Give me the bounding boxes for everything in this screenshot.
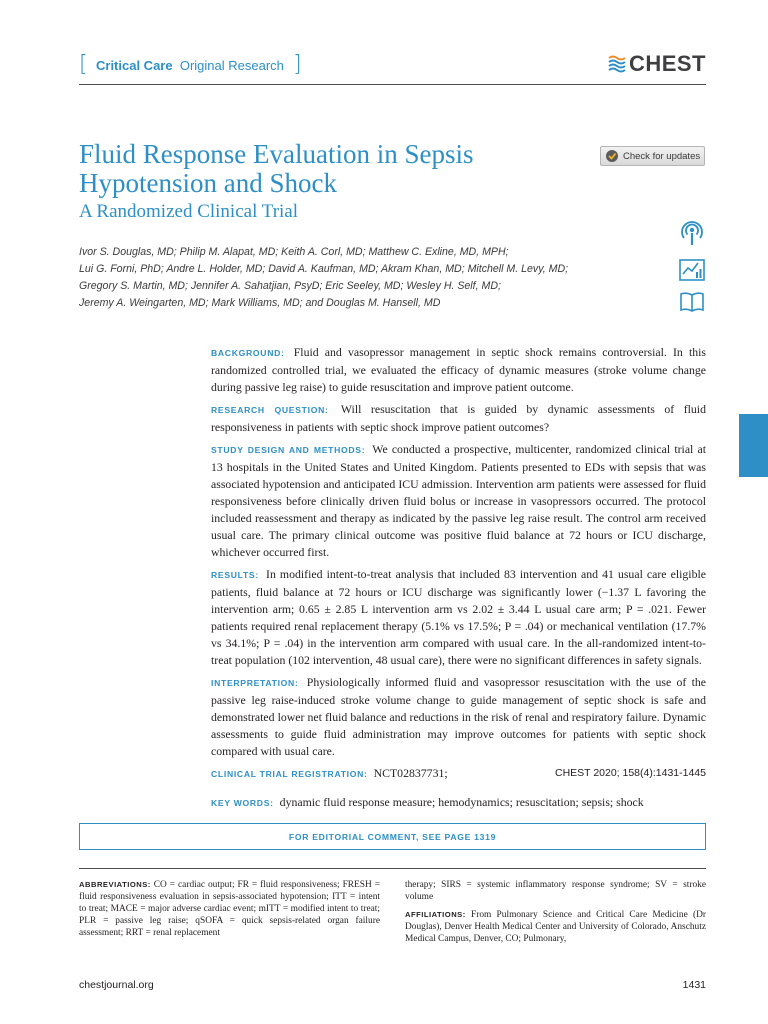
article-subtitle: A Randomized Clinical Trial xyxy=(79,201,299,222)
abstract-interpretation: INTERPRETATION: Physiologically informed fluid and vasopressor resuscitation with the use of the passive leg raise-induced stroke volume change to guide management of septic shock is safe and demonstrated lower net fluid balance and reductions in the risk of renal and respiratory failure. Dynamic assessments to guide fluid administration may improve outcomes for patients with septic shock compared with usual care. xyxy=(211,675,706,758)
abbreviations-continued: therapy; SIRS = systemic inflammatory response syndrome; SV = stroke volume xyxy=(405,880,706,902)
check-for-updates-button[interactable] xyxy=(600,146,705,166)
chest-logo[interactable] xyxy=(607,52,706,76)
editorial-comment-link[interactable]: FOR EDITORIAL COMMENT, SEE PAGE 1319 xyxy=(79,823,706,850)
chest-logo-icon xyxy=(607,54,626,74)
author-line: Jeremy A. Weingarten, MD; Mark Williams, MD; and Douglas M. Hansell, MD xyxy=(79,297,441,309)
author-line: Ivor S. Douglas, MD; Philip M. Alapat, MD; Keith A. Corl, MD; Matthew C. Exline, MD, MPH; xyxy=(79,246,509,258)
interpretation-label: INTERPRETATION: xyxy=(211,678,299,688)
check-updates-icon xyxy=(605,149,619,163)
affiliations-label: AFFILIATIONS: xyxy=(405,910,466,919)
abstract-results: RESULTS: In modified intent-to-treat analysis that included 83 intervention and 41 usual care eligible patients, fluid balance at 72 hours or ICU discharge was significantly lower (−1.37 L favoring the intervention arm; 0.65 ± 2.85 L intervention arm vs 2.02 ± 3.44 L usual care arm; P = .021. Fewer patients required renal replacement therapy (5.1% vs 17.5%; P = .04) or mechanical ventilation (17.7% vs 34.1%; P = .04) in the intervention arm compared with usual care. In the all-randomized intent-to-treat population (102 intervention, 48 usual care), there were no significant differences in safety signals. xyxy=(211,567,706,667)
author-line: Lui G. Forni, PhD; Andre L. Holder, MD; David A. Kaufman, MD; Akram Khan, MD; Mitchell M. Levy, MD; xyxy=(79,263,569,275)
keywords-label: KEY WORDS: xyxy=(211,798,274,808)
author-line: Gregory S. Martin, MD; Jennifer A. Sahatjian, PsyD; Eric Seeley, MD; Wesley H. Self, MD; xyxy=(79,280,501,292)
abstract-background: BACKGROUND: Fluid and vasopressor management in septic shock remains controversial. In this randomized controlled trial, we evaluated the efficacy of dynamic measures (stroke volume change during passive leg raise) to guide resuscitation and improve patient outcome. xyxy=(211,345,706,394)
background-label: BACKGROUND: xyxy=(211,348,285,358)
results-label: RESULTS: xyxy=(211,570,259,580)
abstract-question: RESEARCH QUESTION: Will resuscitation that is guided by dynamic assessments of fluid responsiveness in patients with septic shock improve patient outcomes? xyxy=(211,402,706,434)
author-list xyxy=(79,244,659,312)
section-label: Critical Care Original Research xyxy=(96,58,284,73)
registration-link[interactable]: NCT02837731; xyxy=(373,766,448,780)
abbreviations-label: ABBREVIATIONS: xyxy=(79,880,151,889)
affiliations: AFFILIATIONS: From Pulmonary Science and Critical Care Medicine (Dr Douglas), Denver Health Medical Center and University of Colorado, Anschutz Medical Campus, Denver, CO; Pulmonary, xyxy=(405,910,706,944)
left-bracket: [ xyxy=(79,52,88,77)
affiliations-column xyxy=(405,879,706,945)
journal-header xyxy=(79,52,706,84)
chart-icon[interactable] xyxy=(678,256,706,284)
check-for-updates-label: Check for updates xyxy=(623,150,701,162)
podcast-icon[interactable] xyxy=(678,219,706,247)
abstract xyxy=(211,344,706,817)
abstract-design: STUDY DESIGN AND METHODS: We conducted a prospective, multicenter, randomized clinical trial at 13 hospitals in the United States and United Kingdom. Patients presented to EDs with sepsis that was associated hypotension and anticipated ICU admission. Intervention arm patients were assessed for fluid responsiveness before clinically driven fluid bolus or increase in vasopressors occurred. The protocol included reassessment and therapy as indicated by the passive leg raise result. The control arm received usual care. The primary clinical outcome was positive fluid balance at 72 hours or ICU discharge, whichever occurred first. xyxy=(211,442,706,559)
section-tab-marker xyxy=(739,414,768,477)
right-bracket: ] xyxy=(293,52,302,77)
header-divider xyxy=(79,84,706,85)
design-label: STUDY DESIGN AND METHODS: xyxy=(211,445,366,455)
article-title: Fluid Response Evaluation in Sepsis Hypotension and Shock xyxy=(79,139,474,198)
registration-label: CLINICAL TRIAL REGISTRATION: xyxy=(211,769,368,779)
footnote-divider xyxy=(79,868,706,869)
abbreviations-column: ABBREVIATIONS: CO = cardiac output; FR = fluid responsiveness; FRESH = fluid responsiveness evaluation in sepsis-associated hypotension; ITT = intent to treat; MACE = major adverse cardiac event; mITT = modified intent to treat; PLR = passive leg raise; qSOFA = quick sepsis-related organ failure assessment; RRT = renal replacement xyxy=(79,880,380,938)
abstract-registration xyxy=(211,765,706,783)
page-number: 1431 xyxy=(682,979,706,991)
citation: CHEST 2020; 158(4):1431-1445 xyxy=(555,767,706,779)
abstract-keywords: KEY WORDS: dynamic fluid response measure; hemodynamics; resuscitation; sepsis; shock xyxy=(211,795,644,809)
question-label: RESEARCH QUESTION: xyxy=(211,405,329,415)
logo-text: CHEST xyxy=(628,51,706,76)
book-icon[interactable] xyxy=(678,287,706,315)
journal-site-link[interactable]: chestjournal.org xyxy=(79,979,154,991)
